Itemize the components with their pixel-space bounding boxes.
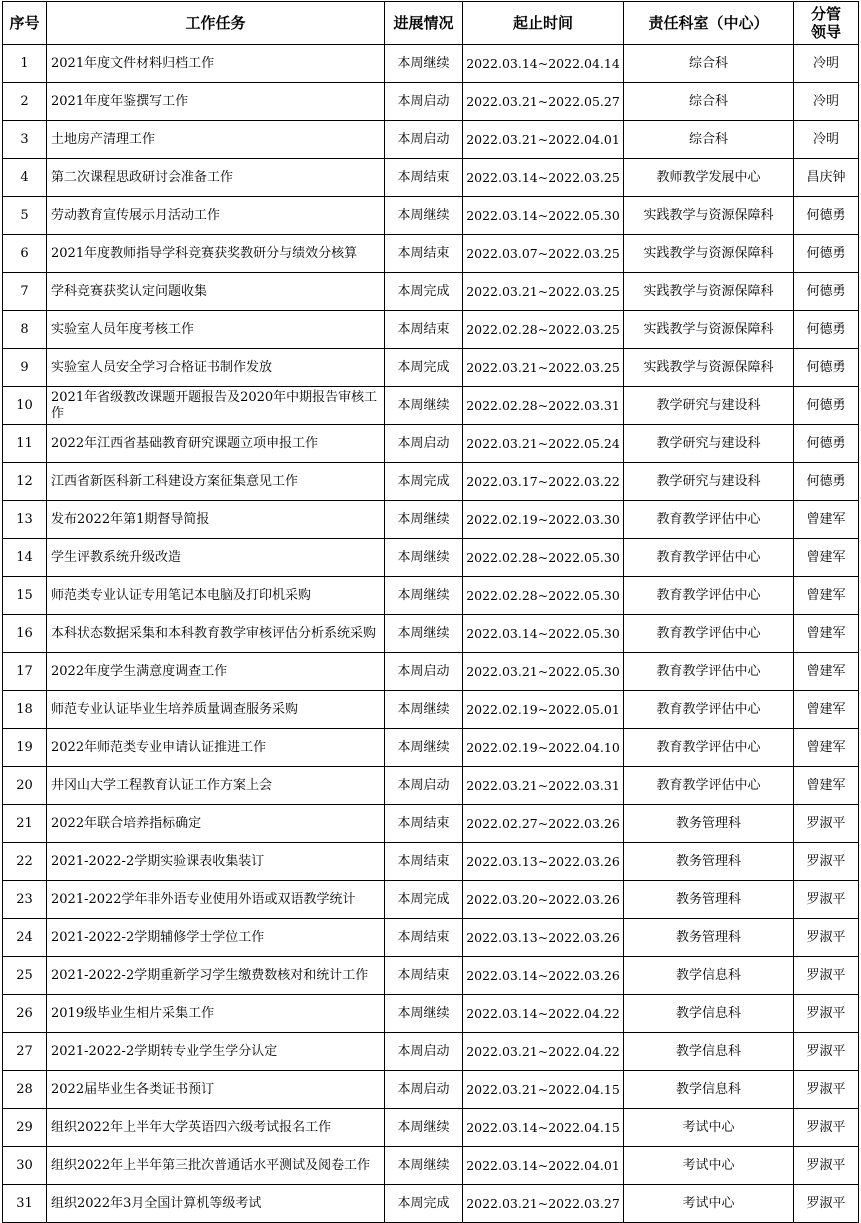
status-cell: 本周继续 xyxy=(385,45,463,83)
row-number: 28 xyxy=(3,1071,47,1109)
table-row xyxy=(3,539,859,577)
department-cell: 教育教学评估中心 xyxy=(624,729,794,767)
status-cell: 本周结束 xyxy=(385,919,463,957)
status-cell: 本周完成 xyxy=(385,349,463,387)
table-body xyxy=(3,45,859,1223)
status-cell: 本周结束 xyxy=(385,957,463,995)
department-cell: 教务管理科 xyxy=(624,919,794,957)
leader-cell: 罗淑平 xyxy=(794,1033,859,1071)
table-row xyxy=(3,235,859,273)
department-cell: 教育教学评估中心 xyxy=(624,615,794,653)
leader-cell: 曾建军 xyxy=(794,653,859,691)
row-number: 21 xyxy=(3,805,47,843)
period-cell: 2022.02.19~2022.03.30 xyxy=(463,501,624,539)
department-cell: 教学信息科 xyxy=(624,995,794,1033)
period-cell: 2022.03.21~2022.03.31 xyxy=(463,767,624,805)
leader-cell: 何德勇 xyxy=(794,349,859,387)
task-name: 土地房产清理工作 xyxy=(47,121,385,159)
task-name: 江西省新医科新工科建设方案征集意见工作 xyxy=(47,463,385,501)
period-cell: 2022.03.21~2022.03.25 xyxy=(463,273,624,311)
leader-cell: 罗淑平 xyxy=(794,1071,859,1109)
table-row xyxy=(3,349,859,387)
row-number: 14 xyxy=(3,539,47,577)
table-row xyxy=(3,463,859,501)
period-cell: 2022.02.28~2022.03.31 xyxy=(463,387,624,425)
period-cell: 2022.03.21~2022.03.25 xyxy=(463,349,624,387)
table-row xyxy=(3,1071,859,1109)
leader-cell: 罗淑平 xyxy=(794,957,859,995)
row-number: 11 xyxy=(3,425,47,463)
status-cell: 本周结束 xyxy=(385,805,463,843)
department-cell: 教学信息科 xyxy=(624,1071,794,1109)
task-name: 本科状态数据采集和本科教育教学审核评估分析系统采购 xyxy=(47,615,385,653)
work-task-table xyxy=(2,1,859,1223)
department-cell: 实践教学与资源保障科 xyxy=(624,273,794,311)
department-cell: 教育教学评估中心 xyxy=(624,653,794,691)
table-row xyxy=(3,805,859,843)
row-number: 10 xyxy=(3,387,47,425)
period-cell: 2022.02.28~2022.03.25 xyxy=(463,311,624,349)
leader-cell: 罗淑平 xyxy=(794,843,859,881)
table-row xyxy=(3,653,859,691)
row-number: 2 xyxy=(3,83,47,121)
leader-cell: 何德勇 xyxy=(794,463,859,501)
row-number: 30 xyxy=(3,1147,47,1185)
status-cell: 本周启动 xyxy=(385,767,463,805)
status-cell: 本周启动 xyxy=(385,653,463,691)
table-row xyxy=(3,45,859,83)
leader-cell: 何德勇 xyxy=(794,273,859,311)
period-cell: 2022.03.17~2022.03.22 xyxy=(463,463,624,501)
period-cell: 2022.03.13~2022.03.26 xyxy=(463,843,624,881)
period-cell: 2022.02.28~2022.05.30 xyxy=(463,539,624,577)
leader-cell: 何德勇 xyxy=(794,235,859,273)
status-cell: 本周启动 xyxy=(385,121,463,159)
row-number: 9 xyxy=(3,349,47,387)
row-number: 3 xyxy=(3,121,47,159)
period-cell: 2022.03.14~2022.03.25 xyxy=(463,159,624,197)
header-task: 工作任务 xyxy=(47,2,385,45)
status-cell: 本周继续 xyxy=(385,995,463,1033)
row-number: 31 xyxy=(3,1185,47,1223)
header-leader-line2: 领导 xyxy=(810,23,841,41)
status-cell: 本周完成 xyxy=(385,463,463,501)
row-number: 27 xyxy=(3,1033,47,1071)
leader-cell: 何德勇 xyxy=(794,425,859,463)
task-name: 组织2022年3月全国计算机等级考试 xyxy=(47,1185,385,1223)
period-cell: 2022.03.14~2022.05.30 xyxy=(463,197,624,235)
status-cell: 本周启动 xyxy=(385,425,463,463)
table-row xyxy=(3,919,859,957)
row-number: 5 xyxy=(3,197,47,235)
table-row xyxy=(3,957,859,995)
table-row xyxy=(3,995,859,1033)
department-cell: 综合科 xyxy=(624,83,794,121)
table-row xyxy=(3,729,859,767)
leader-cell: 冷明 xyxy=(794,45,859,83)
row-number: 15 xyxy=(3,577,47,615)
period-cell: 2022.03.14~2022.04.14 xyxy=(463,45,624,83)
leader-cell: 冷明 xyxy=(794,121,859,159)
status-cell: 本周结束 xyxy=(385,311,463,349)
table-row xyxy=(3,1185,859,1223)
row-number: 22 xyxy=(3,843,47,881)
period-cell: 2022.03.13~2022.03.26 xyxy=(463,919,624,957)
leader-cell: 罗淑平 xyxy=(794,995,859,1033)
period-cell: 2022.03.21~2022.05.27 xyxy=(463,83,624,121)
task-name: 2019级毕业生相片采集工作 xyxy=(47,995,385,1033)
row-number: 12 xyxy=(3,463,47,501)
period-cell: 2022.03.21~2022.04.15 xyxy=(463,1071,624,1109)
status-cell: 本周启动 xyxy=(385,83,463,121)
table-row xyxy=(3,843,859,881)
task-name: 2021年度教师指导学科竞赛获奖教研分与绩效分核算 xyxy=(47,235,385,273)
table-row xyxy=(3,425,859,463)
header-leader-line1: 分管 xyxy=(810,5,841,23)
task-name: 2022年联合培养指标确定 xyxy=(47,805,385,843)
table-row xyxy=(3,387,859,425)
department-cell: 教务管理科 xyxy=(624,805,794,843)
task-name: 2022年度学生满意度调查工作 xyxy=(47,653,385,691)
leader-cell: 罗淑平 xyxy=(794,1185,859,1223)
period-cell: 2022.02.27~2022.03.26 xyxy=(463,805,624,843)
task-name: 学科竞赛获奖认定问题收集 xyxy=(47,273,385,311)
department-cell: 教务管理科 xyxy=(624,843,794,881)
department-cell: 教务管理科 xyxy=(624,881,794,919)
leader-cell: 曾建军 xyxy=(794,615,859,653)
status-cell: 本周继续 xyxy=(385,1147,463,1185)
table-row xyxy=(3,159,859,197)
leader-cell: 昌庆钟 xyxy=(794,159,859,197)
row-number: 20 xyxy=(3,767,47,805)
department-cell: 考试中心 xyxy=(624,1109,794,1147)
task-name: 师范类专业认证专用笔记本电脑及打印机采购 xyxy=(47,577,385,615)
period-cell: 2022.03.21~2022.05.24 xyxy=(463,425,624,463)
row-number: 29 xyxy=(3,1109,47,1147)
status-cell: 本周继续 xyxy=(385,197,463,235)
header-row xyxy=(3,2,859,45)
period-cell: 2022.03.14~2022.03.26 xyxy=(463,957,624,995)
row-number: 23 xyxy=(3,881,47,919)
department-cell: 实践教学与资源保障科 xyxy=(624,197,794,235)
status-cell: 本周启动 xyxy=(385,1071,463,1109)
department-cell: 考试中心 xyxy=(624,1185,794,1223)
department-cell: 综合科 xyxy=(624,45,794,83)
table-row xyxy=(3,577,859,615)
status-cell: 本周结束 xyxy=(385,843,463,881)
department-cell: 教学研究与建设科 xyxy=(624,463,794,501)
leader-cell: 罗淑平 xyxy=(794,805,859,843)
department-cell: 教学信息科 xyxy=(624,957,794,995)
department-cell: 教学研究与建设科 xyxy=(624,425,794,463)
status-cell: 本周继续 xyxy=(385,501,463,539)
task-name: 2022年师范类专业申请认证推进工作 xyxy=(47,729,385,767)
task-name: 实验室人员年度考核工作 xyxy=(47,311,385,349)
task-name: 学生评教系统升级改造 xyxy=(47,539,385,577)
task-name: 2021-2022学年非外语专业使用外语或双语教学统计 xyxy=(47,881,385,919)
department-cell: 教学信息科 xyxy=(624,1033,794,1071)
period-cell: 2022.03.20~2022.03.26 xyxy=(463,881,624,919)
department-cell: 教育教学评估中心 xyxy=(624,691,794,729)
row-number: 7 xyxy=(3,273,47,311)
department-cell: 教育教学评估中心 xyxy=(624,577,794,615)
department-cell: 教育教学评估中心 xyxy=(624,539,794,577)
department-cell: 实践教学与资源保障科 xyxy=(624,311,794,349)
table-row xyxy=(3,197,859,235)
department-cell: 教育教学评估中心 xyxy=(624,767,794,805)
task-name: 2021年省级教改课题开题报告及2020年中期报告审核工作 xyxy=(47,387,385,425)
period-cell: 2022.03.21~2022.04.22 xyxy=(463,1033,624,1071)
row-number: 6 xyxy=(3,235,47,273)
department-cell: 教学研究与建设科 xyxy=(624,387,794,425)
table-row xyxy=(3,615,859,653)
row-number: 17 xyxy=(3,653,47,691)
leader-cell: 罗淑平 xyxy=(794,1147,859,1185)
department-cell: 实践教学与资源保障科 xyxy=(624,235,794,273)
leader-cell: 何德勇 xyxy=(794,311,859,349)
table-row xyxy=(3,1109,859,1147)
row-number: 24 xyxy=(3,919,47,957)
period-cell: 2022.03.14~2022.04.15 xyxy=(463,1109,624,1147)
department-cell: 考试中心 xyxy=(624,1147,794,1185)
task-name: 2021年度年鉴撰写工作 xyxy=(47,83,385,121)
table-row xyxy=(3,83,859,121)
task-name: 2021-2022-2学期重新学习学生缴费数核对和统计工作 xyxy=(47,957,385,995)
status-cell: 本周结束 xyxy=(385,235,463,273)
row-number: 16 xyxy=(3,615,47,653)
table-row xyxy=(3,767,859,805)
task-name: 井冈山大学工程教育认证工作方案上会 xyxy=(47,767,385,805)
department-cell: 实践教学与资源保障科 xyxy=(624,349,794,387)
status-cell: 本周完成 xyxy=(385,881,463,919)
task-name: 师范专业认证毕业生培养质量调查服务采购 xyxy=(47,691,385,729)
leader-cell: 冷明 xyxy=(794,83,859,121)
task-name: 2021-2022-2学期实验课表收集装订 xyxy=(47,843,385,881)
leader-cell: 何德勇 xyxy=(794,387,859,425)
task-name: 2022年江西省基础教育研究课题立项申报工作 xyxy=(47,425,385,463)
period-cell: 2022.03.21~2022.03.27 xyxy=(463,1185,624,1223)
leader-cell: 曾建军 xyxy=(794,767,859,805)
department-cell: 教师教学发展中心 xyxy=(624,159,794,197)
task-name: 2021-2022-2学期转专业学生学分认定 xyxy=(47,1033,385,1071)
header-leader xyxy=(794,2,859,45)
row-number: 26 xyxy=(3,995,47,1033)
table-row xyxy=(3,121,859,159)
row-number: 4 xyxy=(3,159,47,197)
period-cell: 2022.02.28~2022.05.30 xyxy=(463,577,624,615)
task-name: 实验室人员安全学习合格证书制作发放 xyxy=(47,349,385,387)
task-name: 劳动教育宣传展示月活动工作 xyxy=(47,197,385,235)
task-name: 组织2022年上半年大学英语四六级考试报名工作 xyxy=(47,1109,385,1147)
task-name: 第二次课程思政研讨会准备工作 xyxy=(47,159,385,197)
leader-cell: 曾建军 xyxy=(794,539,859,577)
table-row xyxy=(3,1147,859,1185)
leader-cell: 何德勇 xyxy=(794,197,859,235)
task-name: 2021-2022-2学期辅修学士学位工作 xyxy=(47,919,385,957)
status-cell: 本周继续 xyxy=(385,539,463,577)
status-cell: 本周继续 xyxy=(385,615,463,653)
period-cell: 2022.03.14~2022.04.22 xyxy=(463,995,624,1033)
leader-cell: 曾建军 xyxy=(794,577,859,615)
period-cell: 2022.03.21~2022.04.01 xyxy=(463,121,624,159)
status-cell: 本周继续 xyxy=(385,1109,463,1147)
leader-cell: 曾建军 xyxy=(794,501,859,539)
status-cell: 本周继续 xyxy=(385,691,463,729)
table-row xyxy=(3,691,859,729)
row-number: 25 xyxy=(3,957,47,995)
leader-cell: 曾建军 xyxy=(794,729,859,767)
status-cell: 本周完成 xyxy=(385,1185,463,1223)
status-cell: 本周启动 xyxy=(385,1033,463,1071)
status-cell: 本周完成 xyxy=(385,273,463,311)
department-cell: 教育教学评估中心 xyxy=(624,501,794,539)
leader-cell: 罗淑平 xyxy=(794,919,859,957)
period-cell: 2022.02.19~2022.05.01 xyxy=(463,691,624,729)
period-cell: 2022.03.14~2022.04.01 xyxy=(463,1147,624,1185)
period-cell: 2022.02.19~2022.04.10 xyxy=(463,729,624,767)
row-number: 19 xyxy=(3,729,47,767)
leader-cell: 曾建军 xyxy=(794,691,859,729)
department-cell: 综合科 xyxy=(624,121,794,159)
table-row xyxy=(3,501,859,539)
table-row xyxy=(3,1033,859,1071)
status-cell: 本周继续 xyxy=(385,387,463,425)
table-row xyxy=(3,311,859,349)
header-dept: 责任科室（中心） xyxy=(624,2,794,45)
header-num: 序号 xyxy=(3,2,47,45)
table-row xyxy=(3,881,859,919)
row-number: 1 xyxy=(3,45,47,83)
leader-cell: 罗淑平 xyxy=(794,1109,859,1147)
row-number: 8 xyxy=(3,311,47,349)
period-cell: 2022.03.07~2022.03.25 xyxy=(463,235,624,273)
row-number: 18 xyxy=(3,691,47,729)
task-name: 2022届毕业生各类证书预订 xyxy=(47,1071,385,1109)
task-name: 发布2022年第1期督导简报 xyxy=(47,501,385,539)
table-row xyxy=(3,273,859,311)
task-name: 组织2022年上半年第三批次普通话水平测试及阅卷工作 xyxy=(47,1147,385,1185)
leader-cell: 罗淑平 xyxy=(794,881,859,919)
status-cell: 本周继续 xyxy=(385,577,463,615)
row-number: 13 xyxy=(3,501,47,539)
header-status: 进展情况 xyxy=(385,2,463,45)
period-cell: 2022.03.14~2022.05.30 xyxy=(463,615,624,653)
status-cell: 本周结束 xyxy=(385,159,463,197)
period-cell: 2022.03.21~2022.05.30 xyxy=(463,653,624,691)
status-cell: 本周继续 xyxy=(385,729,463,767)
header-period: 起止时间 xyxy=(463,2,624,45)
task-name: 2021年度文件材料归档工作 xyxy=(47,45,385,83)
